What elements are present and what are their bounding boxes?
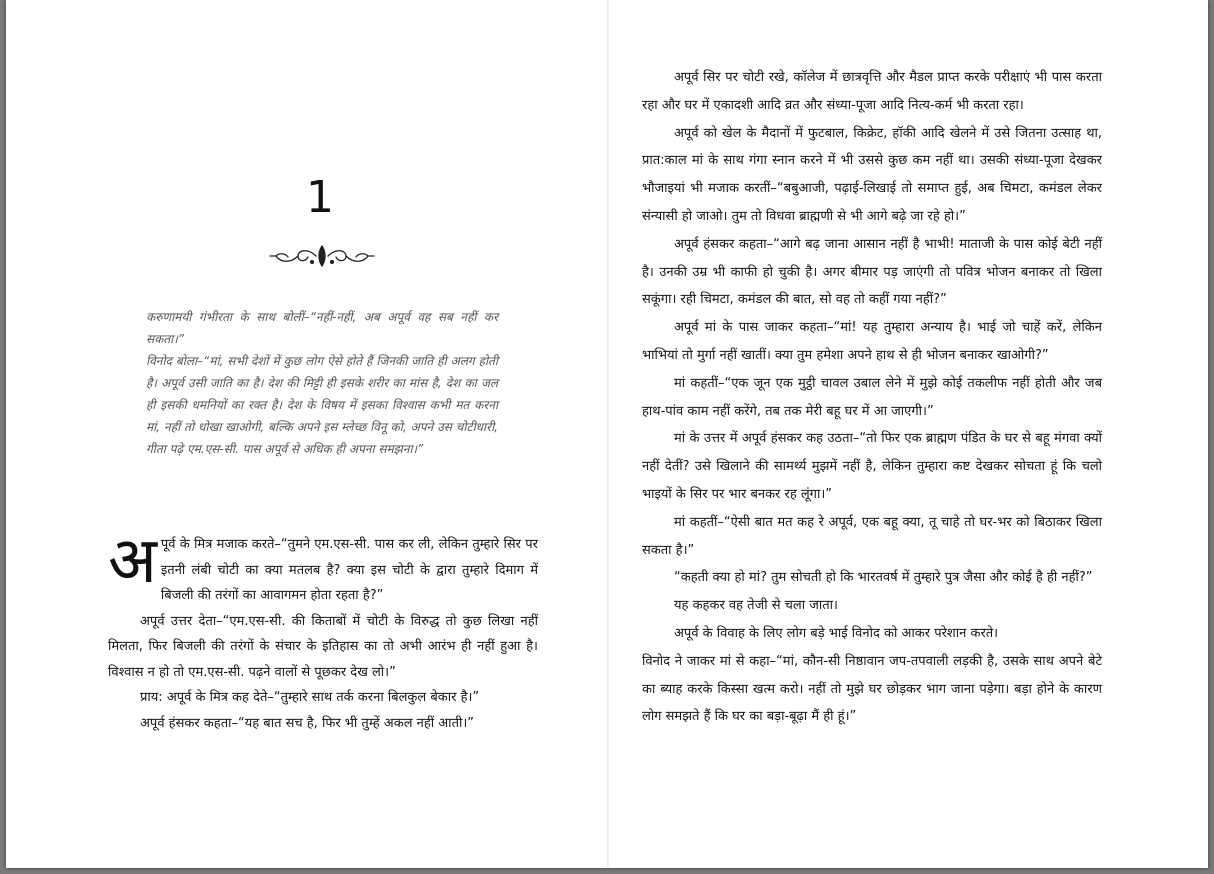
book-gutter <box>607 0 609 868</box>
paragraph: मां कहतीं–“ऐसी बात मत कह रे अपूर्व, एक बहू क्या, तू चाहे तो घर-भर को बिठाकर खिला सकता है।” <box>642 514 1102 558</box>
book-spread <box>6 0 1208 868</box>
paragraph: अपूर्व उत्तर देता–“एम.एस-सी. की किताबों में चोटी के विरुद्ध तो कुछ लिखा नहीं मिलता, फिर बिजली की तरंगों के संचार के इतिहास का तो अभी आरंभ ही नहीं हुआ है। विश्वास न हो तो एम.एस-सी. पढ़ने वालों से पूछकर देख लो।” <box>108 613 538 680</box>
chapter-number: 1 <box>306 172 334 223</box>
epigraph-line: विनोद बोला–“मां, सभी देशों में कुछ लोग ऐसे होते हैं जिनकी जाति ही अलग होती है। अपूर्व उसी जाति का है। देश की मिट्टी ही इसके शरीर का मांस है, देश का जल ही इसकी धमनियों का रक्त है। देश के विषय में इसका विश्वास कभी मत करना मां, नहीं तो धोखा खाओगी, बल्कि अपने इस म्लेच्छ विनू को, अपने उस चोटीधारी, गीता पढ़े एम.एस-सी. पास अपूर्व से अधिक ही अपना समझना।” <box>146 354 498 456</box>
paragraph: मां के उत्तर में अपूर्व हंसकर कह उठता–“तो फिर एक ब्राह्मण पंडित के घर से बहू मंगवा क्यों नहीं देतीं? उसे खिलाने की सामर्थ्य मुझमें नहीं है, लेकिन तुम्हारा कष्ट देखकर सोचता हूं कि चलो भाइयों के सिर पर भार बनकर रह लूंगा।” <box>642 431 1102 502</box>
paragraph: मां कहतीं–“एक जून एक मुट्ठी चावल उबाल लेने में मुझे कोई तकलीफ नहीं होती और जब हाथ-पांव काम नहीं करेंगे, तब तक मेरी बहू घर में आ जाएगी।” <box>642 375 1102 419</box>
paragraph: यह कहकर वह तेजी से चला जाता। <box>674 598 838 614</box>
right-body-text <box>642 64 1102 731</box>
paragraph: अपूर्व हंसकर कहता–“यह बात सच है, फिर भी तुम्हें अकल नहीं आती।” <box>140 715 475 731</box>
left-body-text <box>108 524 538 736</box>
right-page <box>642 0 1102 868</box>
paragraph: अपूर्व हंसकर कहता–“आगे बढ़ जाना आसान नहीं है भाभी! माताजी के पास कोई बेटी नहीं है। उनकी उम्र भी काफी हो चुकी है। अगर बीमार पड़ जाएंगी तो पवित्र भोजन बनाकर तो खिला सकूंगा। रही चिमटा, कमंडल की बात, सो वह तो कहीं गया नहीं?” <box>642 236 1102 308</box>
decorative-flourish-icon <box>268 242 376 270</box>
paragraph: अपूर्व मां के पास जाकर कहता–“मां! यह तुम्हारा अन्याय है। भाई जो चाहें करें, लेकिन भाभियां तो मुर्गा नहीं खातीं। क्या तुम हमेशा अपने हाथ से ही भोजन बनाकर खाओगी?” <box>642 320 1102 363</box>
drop-cap: अ <box>108 524 157 598</box>
epigraph-line: करुणामयी गंभीरता के साथ बोलीं–“नहीं-नहीं, अब अपूर्व वह सब नहीं कर सकता।” <box>146 310 498 346</box>
left-page <box>108 0 538 868</box>
paragraph: अपूर्व के विवाह के लिए लोग बड़े भाई विनोद को आकर परेशान करते। <box>674 625 999 641</box>
paragraph: विनोद ने जाकर मां से कहा–“मां, कौन-सी निष्ठावान जप-तपवाली लड़की है, उसके साथ अपने बेटे का ब्याह करके किस्सा खत्म करो। नहीं तो मुझे घर छोड़कर भाग जाना पड़ेगा। बड़ा होने के कारण लोग समझते हैं कि घर का बड़ा-बूढ़ा मैं ही हूं।” <box>642 653 1102 725</box>
opening-paragraph <box>108 524 538 609</box>
paragraph: प्राय: अपूर्व के मित्र कह देते–“तुम्हारे साथ तर्क करना बिलकुल बेकार है।” <box>140 690 480 705</box>
paragraph: अपूर्व को खेल के मैदानों में फुटबाल, किक्रेट, हॉकी आदि खेलने में उसे जितना उत्साह था, प्रात:काल मां के साथ गंगा स्नान करने में भी उससे कुछ कम नहीं था। उसकी संध्या-पूजा देखकर भौजाइयां भी मजाक करतीं–“बबुआजी, पढ़ाई-लिखाई तो समाप्त हुई, अब चिमटा, कमंडल लेकर संन्यासी हो जाओ। तुम तो विधवा ब्राह्मणी से भी आगे बढ़े जा रहे हो।” <box>642 125 1102 224</box>
opening-paragraph-text: पूर्व के मित्र मजाक करते–“तुमने एम.एस-सी. पास कर ली, लेकिन तुम्हारे सिर पर इतनी लंबी चोटी का क्या मतलब है? क्या इस चोटी के द्वारा तुम्हारे दिमाग में बिजली की तरंगों का आवागमन होता रहता है?” <box>160 537 538 603</box>
paragraph: “कहती क्या हो मां? तुम सोचती हो कि भारतवर्ष में तुम्हारे पुत्र जैसा और कोई है ही नहीं?” <box>674 570 1093 586</box>
paragraph: अपूर्व सिर पर चोटी रखे, कॉलेज में छात्रवृत्ति और मैडल प्राप्त करके परीक्षाएं भी पास करता रहा और घर में एकादशी आदि व्रत और संध्या-पूजा आदि नित्य-कर्म भी करता रहा। <box>642 70 1102 113</box>
epigraph-quote <box>146 306 498 460</box>
